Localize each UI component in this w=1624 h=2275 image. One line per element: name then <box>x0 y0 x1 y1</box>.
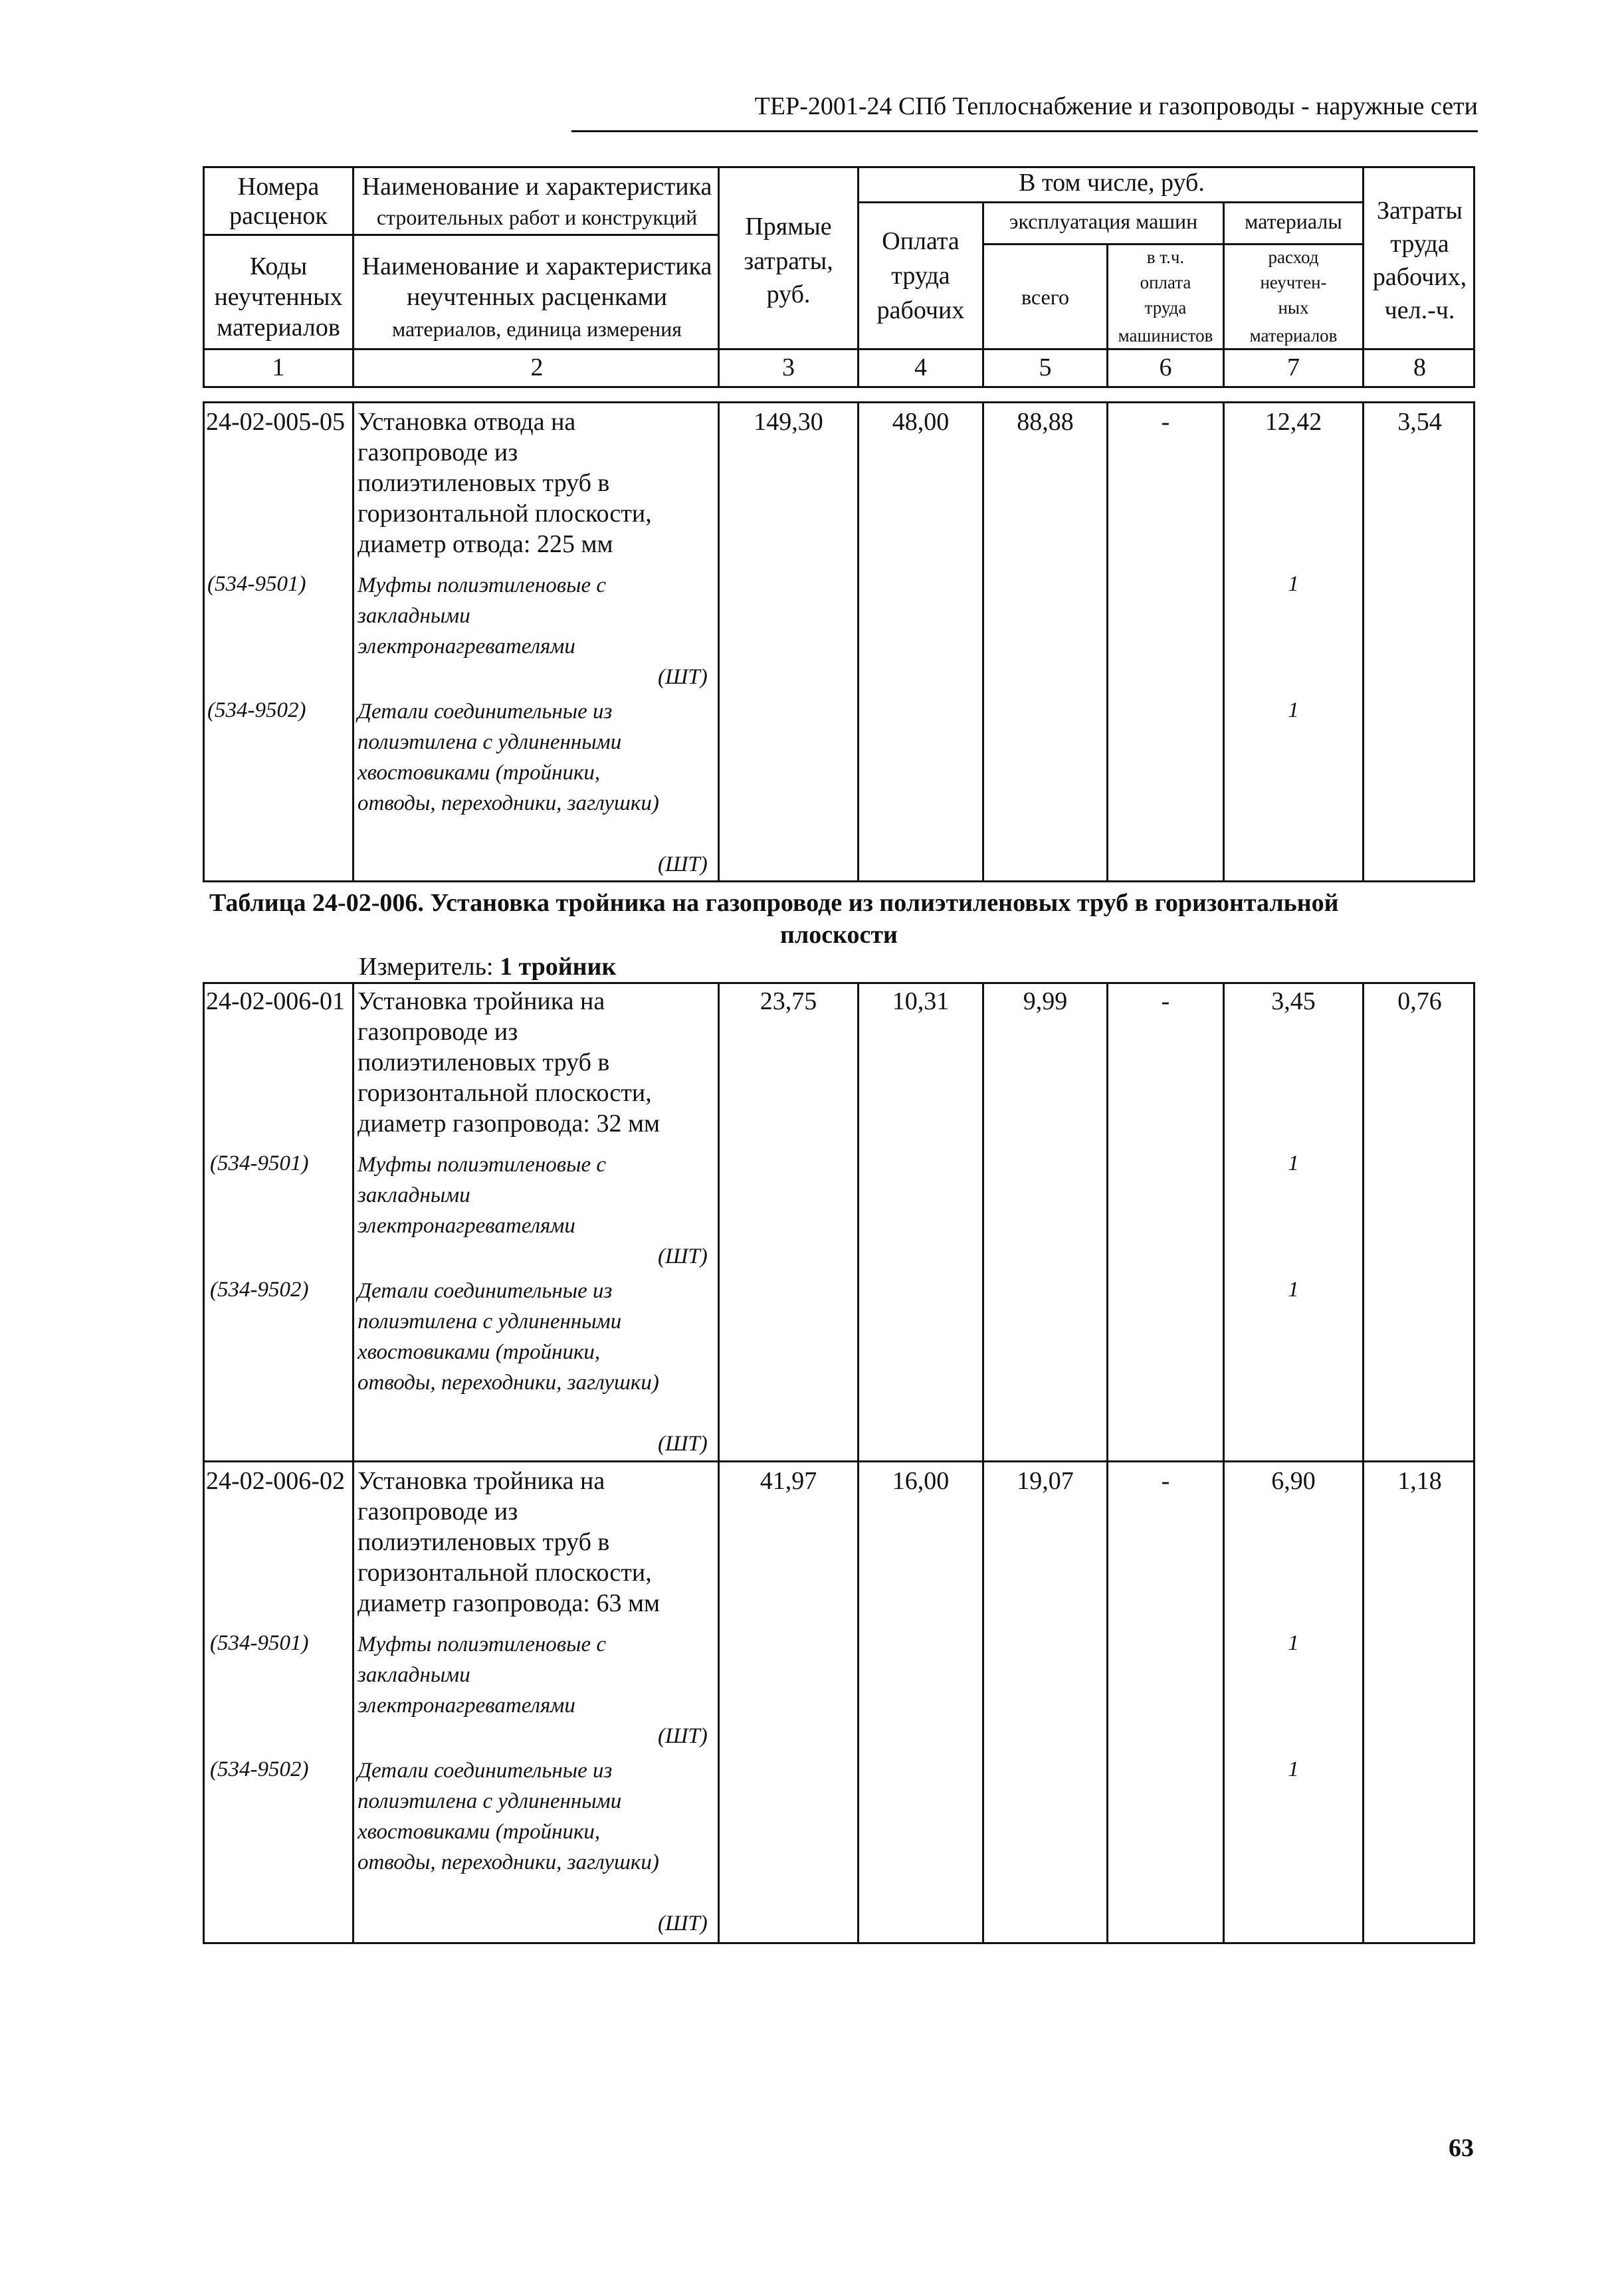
labor-hours: 0,76 <box>1397 987 1442 1015</box>
colnum-1: 1 <box>272 353 285 381</box>
col4-line2: труда <box>891 262 950 290</box>
rate-name-line: диаметр газопровода: 32 мм <box>357 1110 660 1138</box>
material-qty: 1 <box>1288 1757 1299 1781</box>
material-name-line: Муфты полиэтиленовые с <box>357 573 607 597</box>
col7-line1: расход <box>1268 247 1319 267</box>
col8-line2: труда <box>1390 230 1449 258</box>
material-code: (534-9501) <box>207 572 306 596</box>
material-code: (534-9502) <box>210 1278 309 1302</box>
col2-bottom-line3: материалов, единица измерения <box>392 317 682 341</box>
material-name-line: полиэтилена с удлиненными <box>357 730 622 754</box>
header-rule <box>571 130 1478 132</box>
material-code: (534-9501) <box>210 1631 309 1655</box>
col2-bottom-line1: Наименование и характеристика <box>361 252 712 280</box>
direct-cost: 149,30 <box>754 408 823 436</box>
colnum-5: 5 <box>1039 353 1052 381</box>
material-name-line: Детали соединительные из <box>357 1279 613 1303</box>
rate-code: 24-02-006-01 <box>206 987 345 1015</box>
rate-name-line: диаметр газопровода: 63 мм <box>357 1589 660 1617</box>
col2-bottom-line2: неучтенных расценками <box>407 283 667 311</box>
material-code: (534-9502) <box>210 1757 309 1781</box>
material-name-line: хвостовиками (тройники, <box>357 761 601 785</box>
rate-name-line: горизонтальной плоскости, <box>357 1079 652 1107</box>
col6-line1: в т.ч. <box>1146 247 1185 267</box>
col6-line3: труда <box>1144 298 1187 318</box>
labor-cost: 16,00 <box>892 1467 950 1495</box>
measure-label: Измеритель: <box>359 953 500 981</box>
direct-cost: 41,97 <box>760 1467 817 1495</box>
col8-line4: чел.-ч. <box>1384 296 1455 324</box>
col3-line3: руб. <box>766 280 811 308</box>
col2-top-line1: Наименование и характеристика <box>361 173 712 201</box>
colnum-3: 3 <box>782 353 795 381</box>
rate-name-line: Установка тройника на <box>357 1467 605 1495</box>
material-name-line: полиэтилена с удлиненными <box>357 1789 622 1813</box>
materials-cost: 3,45 <box>1271 987 1316 1015</box>
material-qty: 1 <box>1288 572 1299 596</box>
rate-name-line: полиэтиленовых труб в <box>357 1528 610 1556</box>
table-title-cont: плоскости <box>780 921 898 949</box>
col1-bottom-line3: материалов <box>217 314 340 342</box>
material-unit: (ШТ) <box>658 1432 708 1456</box>
col3-line1: Прямые <box>745 213 832 241</box>
rate-name-line: полиэтиленовых труб в <box>357 1048 610 1076</box>
materials-cost: 12,42 <box>1265 408 1322 436</box>
measure-value: 1 тройник <box>500 953 617 981</box>
col8-line3: рабочих, <box>1372 263 1467 291</box>
rate-name-line: газопроводе из <box>357 1498 518 1526</box>
material-qty: 1 <box>1288 698 1299 722</box>
material-name-line: электронагревателями <box>357 1694 575 1718</box>
colnum-4: 4 <box>914 353 927 381</box>
col1-bottom-line2: неучтенных <box>214 283 343 311</box>
col1-top-line2: расценок <box>229 202 328 230</box>
machine-labor-cost: - <box>1161 1467 1170 1495</box>
rate-name-line: газопроводе из <box>357 1018 518 1046</box>
rate-name-line: Установка тройника на <box>357 987 605 1015</box>
material-name-line: Детали соединительные из <box>357 1759 613 1783</box>
col8-line1: Затраты <box>1376 197 1463 225</box>
col2-top-line2: строительных работ и конструкций <box>376 205 698 229</box>
machine-labor-cost: - <box>1161 408 1170 436</box>
labor-cost: 48,00 <box>892 408 950 436</box>
material-unit: (ШТ) <box>658 1912 708 1935</box>
material-name-line: Детали соединительные из <box>357 700 613 724</box>
col4-line1: Оплата <box>882 227 960 255</box>
material-name-line: закладными <box>357 604 470 628</box>
materials-cost: 6,90 <box>1271 1467 1316 1495</box>
material-name-line: отводы, переходники, заглушки) <box>357 1371 659 1395</box>
labor-hours: 1,18 <box>1397 1467 1442 1495</box>
col1-bottom-line1: Коды <box>249 252 308 280</box>
material-name-line: полиэтилена с удлиненными <box>357 1310 622 1334</box>
material-qty: 1 <box>1288 1278 1299 1302</box>
colnum-2: 2 <box>530 353 544 381</box>
material-name-line: Муфты полиэтиленовые с <box>357 1632 607 1656</box>
col7-line3: ных <box>1278 298 1309 318</box>
direct-cost: 23,75 <box>760 987 817 1015</box>
labor-cost: 10,31 <box>892 987 950 1015</box>
page-number: 63 <box>1449 2134 1474 2162</box>
material-name-line: Муфты полиэтиленовые с <box>357 1153 607 1177</box>
material-name-line: отводы, переходники, заглушки) <box>357 1850 659 1874</box>
col4-line3: рабочих <box>876 296 965 324</box>
col6-line4: машинистов <box>1118 326 1213 346</box>
colnum-6: 6 <box>1159 353 1172 381</box>
measure-line <box>359 951 616 982</box>
material-name-line: хвостовиками (тройники, <box>357 1820 601 1844</box>
machine-cost: 9,99 <box>1023 987 1068 1015</box>
material-name-line: отводы, переходники, заглушки) <box>357 791 659 815</box>
col7-line4: материалов <box>1249 326 1338 346</box>
rate-name-line: горизонтальной плоскости, <box>357 500 652 528</box>
group-header: В том числе, руб. <box>1019 169 1205 197</box>
machine-labor-cost: - <box>1161 987 1170 1015</box>
rate-name-line: Установка отвода на <box>357 408 576 436</box>
material-name-line: электронагревателями <box>357 1214 575 1238</box>
col1-top-line1: Номера <box>237 173 320 201</box>
material-qty: 1 <box>1288 1151 1299 1175</box>
rate-code: 24-02-006-02 <box>206 1467 345 1495</box>
materials-header: материалы <box>1245 209 1342 233</box>
rate-name-line: газопроводе из <box>357 439 518 466</box>
material-name-line: закладными <box>357 1183 470 1207</box>
material-code: (534-9501) <box>210 1151 309 1175</box>
material-unit: (ШТ) <box>658 1244 708 1268</box>
material-code: (534-9502) <box>207 698 306 722</box>
rate-name-line: полиэтиленовых труб в <box>357 469 610 497</box>
colnum-7: 7 <box>1287 353 1300 381</box>
running-header: ТЕР-2001-24 СПб Теплоснабжение и газопроводы - наружные сети <box>754 92 1478 120</box>
machine-cost: 19,07 <box>1017 1467 1074 1495</box>
col3-line2: затраты, <box>744 247 833 275</box>
col6-line2: оплата <box>1140 272 1191 292</box>
col7-line2: неучтен- <box>1260 272 1327 292</box>
material-qty: 1 <box>1288 1631 1299 1655</box>
machine-cost: 88,88 <box>1017 408 1074 436</box>
table-title: Таблица 24-02-006. Установка тройника на газопроводе из полиэтиленовых труб в горизонтальной <box>209 889 1339 917</box>
material-name-line: электронагревателями <box>357 635 575 658</box>
rate-name-line: горизонтальной плоскости, <box>357 1559 652 1587</box>
material-unit: (ШТ) <box>658 1724 708 1748</box>
rate-name-line: диаметр отвода: 225 мм <box>357 530 613 558</box>
col5-header: всего <box>1021 285 1070 309</box>
rate-code: 24-02-005-05 <box>206 408 345 436</box>
material-unit: (ШТ) <box>658 665 708 689</box>
machines-header: эксплуатация машин <box>1009 209 1198 233</box>
material-name-line: хвостовиками (тройники, <box>357 1340 601 1364</box>
colnum-8: 8 <box>1413 353 1426 381</box>
material-unit: (ШТ) <box>658 852 708 876</box>
material-name-line: закладными <box>357 1663 470 1687</box>
labor-hours: 3,54 <box>1397 408 1442 436</box>
